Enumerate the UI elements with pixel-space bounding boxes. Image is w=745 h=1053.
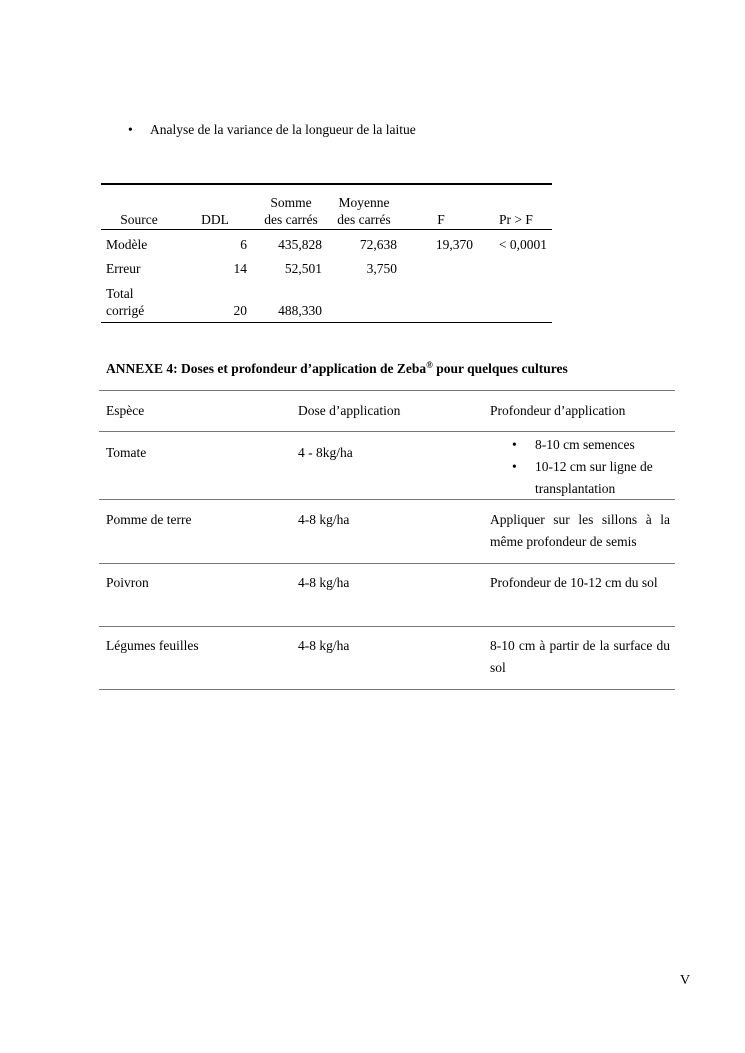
- row-poivron-dose: 4-8 kg/ha: [298, 575, 350, 590]
- header-pr: Pr > F: [499, 212, 533, 227]
- table-row: [99, 627, 675, 690]
- row-legumes-profondeur: 8-10 cm à partir de la surface du sol: [490, 638, 670, 675]
- header-profondeur: Profondeur d’application: [490, 403, 626, 418]
- header-f: F: [437, 212, 445, 227]
- row-modele-ddl: 6: [240, 237, 247, 252]
- row-total-ddl: 20: [233, 303, 247, 318]
- row-pomme-profondeur: Appliquer sur les sillons à la même profondeur de semis: [490, 512, 670, 549]
- intro-text: Analyse de la variance de la longueur de la laitue: [150, 122, 416, 137]
- table-row: [99, 564, 675, 627]
- row-tomate-dose: 4 - 8kg/ha: [298, 445, 353, 460]
- row-pomme-dose: 4-8 kg/ha: [298, 512, 350, 527]
- header-moyenne-line2: des carrés: [337, 212, 391, 227]
- row-total-source-line1: Total: [106, 286, 134, 301]
- row-modele-source: Modèle: [106, 237, 148, 252]
- row-erreur-source: Erreur: [106, 261, 141, 276]
- annex-title-main: ANNEXE 4: Doses et profondeur d’application de Zeba: [106, 361, 427, 376]
- row-pomme-espece: Pomme de terre: [106, 512, 192, 527]
- row-tomate-espece: Tomate: [106, 445, 147, 460]
- row-erreur-moyenne: 3,750: [366, 261, 397, 276]
- header-somme-line2: des carrés: [264, 212, 318, 227]
- header-ddl: DDL: [201, 212, 229, 227]
- row-total-somme: 488,330: [278, 303, 322, 318]
- row-modele-pr: < 0,0001: [498, 237, 547, 252]
- header-espece: Espèce: [106, 403, 145, 418]
- row-poivron-espece: Poivron: [106, 575, 149, 590]
- row-legumes-espece: Légumes feuilles: [106, 638, 199, 653]
- anova-table: [101, 183, 552, 323]
- header-somme-line1: Somme: [270, 195, 312, 210]
- row-legumes-dose: 4-8 kg/ha: [298, 638, 350, 653]
- row-modele-somme: 435,828: [278, 237, 322, 252]
- row-erreur-ddl: 14: [233, 261, 247, 276]
- row-poivron-profondeur: Profondeur de 10-12 cm du sol: [490, 575, 658, 590]
- annex-table: [99, 390, 675, 675]
- annex-header-row: [99, 391, 675, 432]
- header-rule: [101, 229, 552, 230]
- annex-title: [106, 360, 568, 377]
- header-source: Source: [120, 212, 158, 227]
- row-modele-f: 19,370: [435, 237, 473, 252]
- bullet-icon: •: [128, 122, 133, 137]
- row-erreur-somme: 52,501: [284, 261, 322, 276]
- list-item: • 10-12 cm sur ligne de transplantation: [510, 456, 670, 500]
- list-item: • 8-10 cm semences: [510, 434, 670, 456]
- row-total-source-line2: corrigé: [106, 303, 145, 318]
- table-row: [99, 500, 675, 564]
- row-tomate-profondeur-list: [510, 434, 670, 500]
- page-number: V: [680, 973, 691, 988]
- table-row: [99, 432, 675, 500]
- intro-bullet: [128, 122, 416, 138]
- row-modele-moyenne: 72,638: [359, 237, 397, 252]
- registered-mark: ®: [426, 360, 433, 370]
- header-dose: Dose d’application: [298, 403, 401, 418]
- header-moyenne-line1: Moyenne: [338, 195, 390, 210]
- annex-title-end: pour quelques cultures: [432, 361, 568, 376]
